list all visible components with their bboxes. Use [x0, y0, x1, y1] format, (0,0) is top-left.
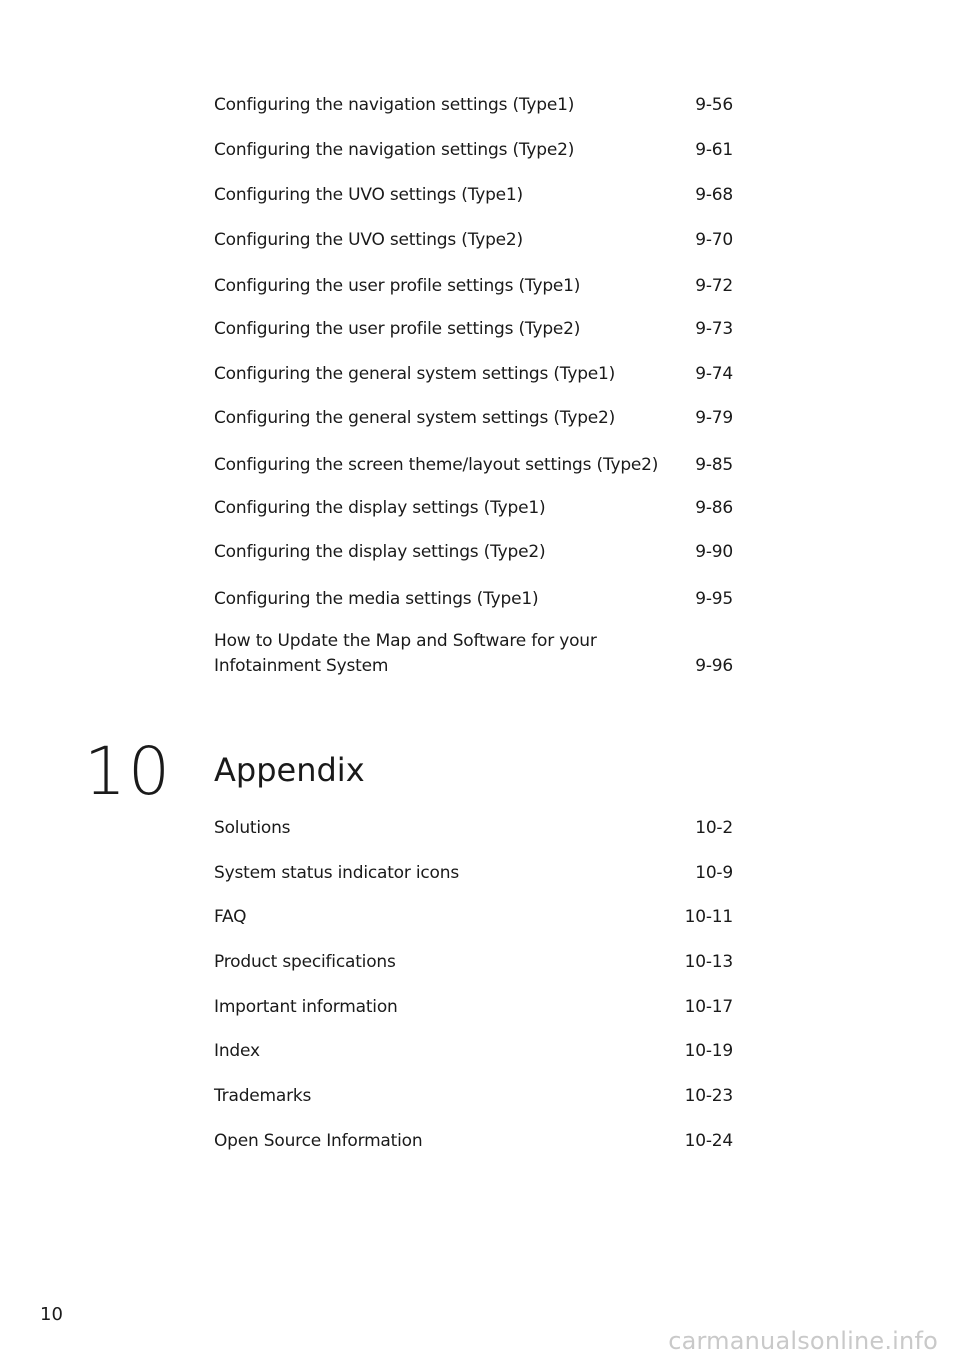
toc-entry-page: 9-56 — [695, 95, 733, 115]
toc-entry[interactable] — [214, 274, 733, 299]
toc-entry[interactable] — [214, 1129, 733, 1154]
toc-entry[interactable] — [214, 496, 733, 521]
watermark: carmanualsonline.info — [668, 1327, 938, 1355]
page-number: 10 — [40, 1304, 63, 1325]
toc-entry[interactable] — [214, 93, 733, 118]
toc-entry-page: 10-9 — [695, 863, 733, 883]
toc-entry-title: Important information — [214, 997, 398, 1017]
toc-entry-page: 9-70 — [695, 230, 733, 250]
toc-entry-title: Open Source Information — [214, 1131, 423, 1151]
toc-entry-title: Solutions — [214, 818, 291, 838]
toc-entry[interactable] — [214, 362, 733, 387]
toc-entry-page: 10-17 — [684, 997, 733, 1017]
toc-entry[interactable] — [214, 453, 733, 478]
toc-entry-page: 9-74 — [695, 364, 733, 384]
toc-entry-page: 9-68 — [695, 185, 733, 205]
toc-entry[interactable] — [214, 587, 733, 612]
toc-entry-title: Trademarks — [214, 1086, 312, 1106]
chapter-title: Appendix — [214, 751, 365, 789]
toc-entry-page: 10-11 — [684, 907, 733, 927]
toc-entry-title: Configuring the general system settings (Type2) — [214, 408, 616, 428]
toc-entry-title: Configuring the general system settings (Type1) — [214, 364, 616, 384]
toc-entry-title: Configuring the display settings (Type1) — [214, 498, 546, 518]
toc-entry[interactable] — [214, 905, 733, 930]
toc-entry-page: 10-13 — [684, 952, 733, 972]
toc-entry[interactable] — [214, 816, 733, 841]
toc-entry-page: 9-86 — [695, 498, 733, 518]
toc-entry-title: System status indicator icons — [214, 863, 459, 883]
toc-entry-page: 9-95 — [695, 589, 733, 609]
toc-entry-page: 9-85 — [695, 455, 733, 475]
toc-entry-page: 9-73 — [695, 319, 733, 339]
toc-entry[interactable] — [214, 138, 733, 163]
toc-entry-page: 10-2 — [695, 818, 733, 838]
toc-entry-title: FAQ — [214, 907, 247, 927]
toc-entry[interactable] — [214, 1039, 733, 1064]
toc-entry-title: Configuring the screen theme/layout settings (Type2) — [214, 455, 659, 475]
toc-entry-page: 10-23 — [684, 1086, 733, 1106]
toc-entry-page: 9-96 — [695, 656, 733, 676]
toc-entry[interactable] — [214, 406, 733, 431]
toc-entry-page: 9-90 — [695, 542, 733, 562]
toc-entry-page: 10-19 — [684, 1041, 733, 1061]
toc-entry-title: Configuring the navigation settings (Type1) — [214, 95, 575, 115]
toc-entry-page: 9-72 — [695, 276, 733, 296]
toc-entry[interactable] — [214, 1084, 733, 1109]
toc-entry-title: Configuring the display settings (Type2) — [214, 542, 546, 562]
toc-entry-title: Configuring the user profile settings (Type1) — [214, 276, 581, 296]
toc-entry[interactable] — [214, 317, 733, 342]
toc-entry[interactable] — [214, 995, 733, 1020]
toc-entry-page: 9-79 — [695, 408, 733, 428]
toc-entry[interactable] — [214, 950, 733, 975]
toc-entry[interactable] — [214, 183, 733, 208]
chapter-number: 10 — [84, 733, 172, 810]
toc-entry[interactable] — [214, 629, 733, 679]
toc-entry[interactable] — [214, 861, 733, 886]
toc-entry[interactable] — [214, 540, 733, 565]
toc-entry-title: Configuring the media settings (Type1) — [214, 589, 539, 609]
toc-entry[interactable] — [214, 228, 733, 253]
toc-entry-title: Configuring the user profile settings (Type2) — [214, 319, 581, 339]
toc-entry-title: How to Update the Map and Software for your Infotainment System — [214, 631, 597, 676]
toc-entry-page: 9-61 — [695, 140, 733, 160]
toc-entry-title: Configuring the navigation settings (Type2) — [214, 140, 575, 160]
toc-entry-title: Configuring the UVO settings (Type1) — [214, 185, 523, 205]
toc-entry-page: 10-24 — [684, 1131, 733, 1151]
toc-entry-title: Index — [214, 1041, 260, 1061]
toc-entry-title: Product specifications — [214, 952, 396, 972]
toc-entry-title: Configuring the UVO settings (Type2) — [214, 230, 523, 250]
